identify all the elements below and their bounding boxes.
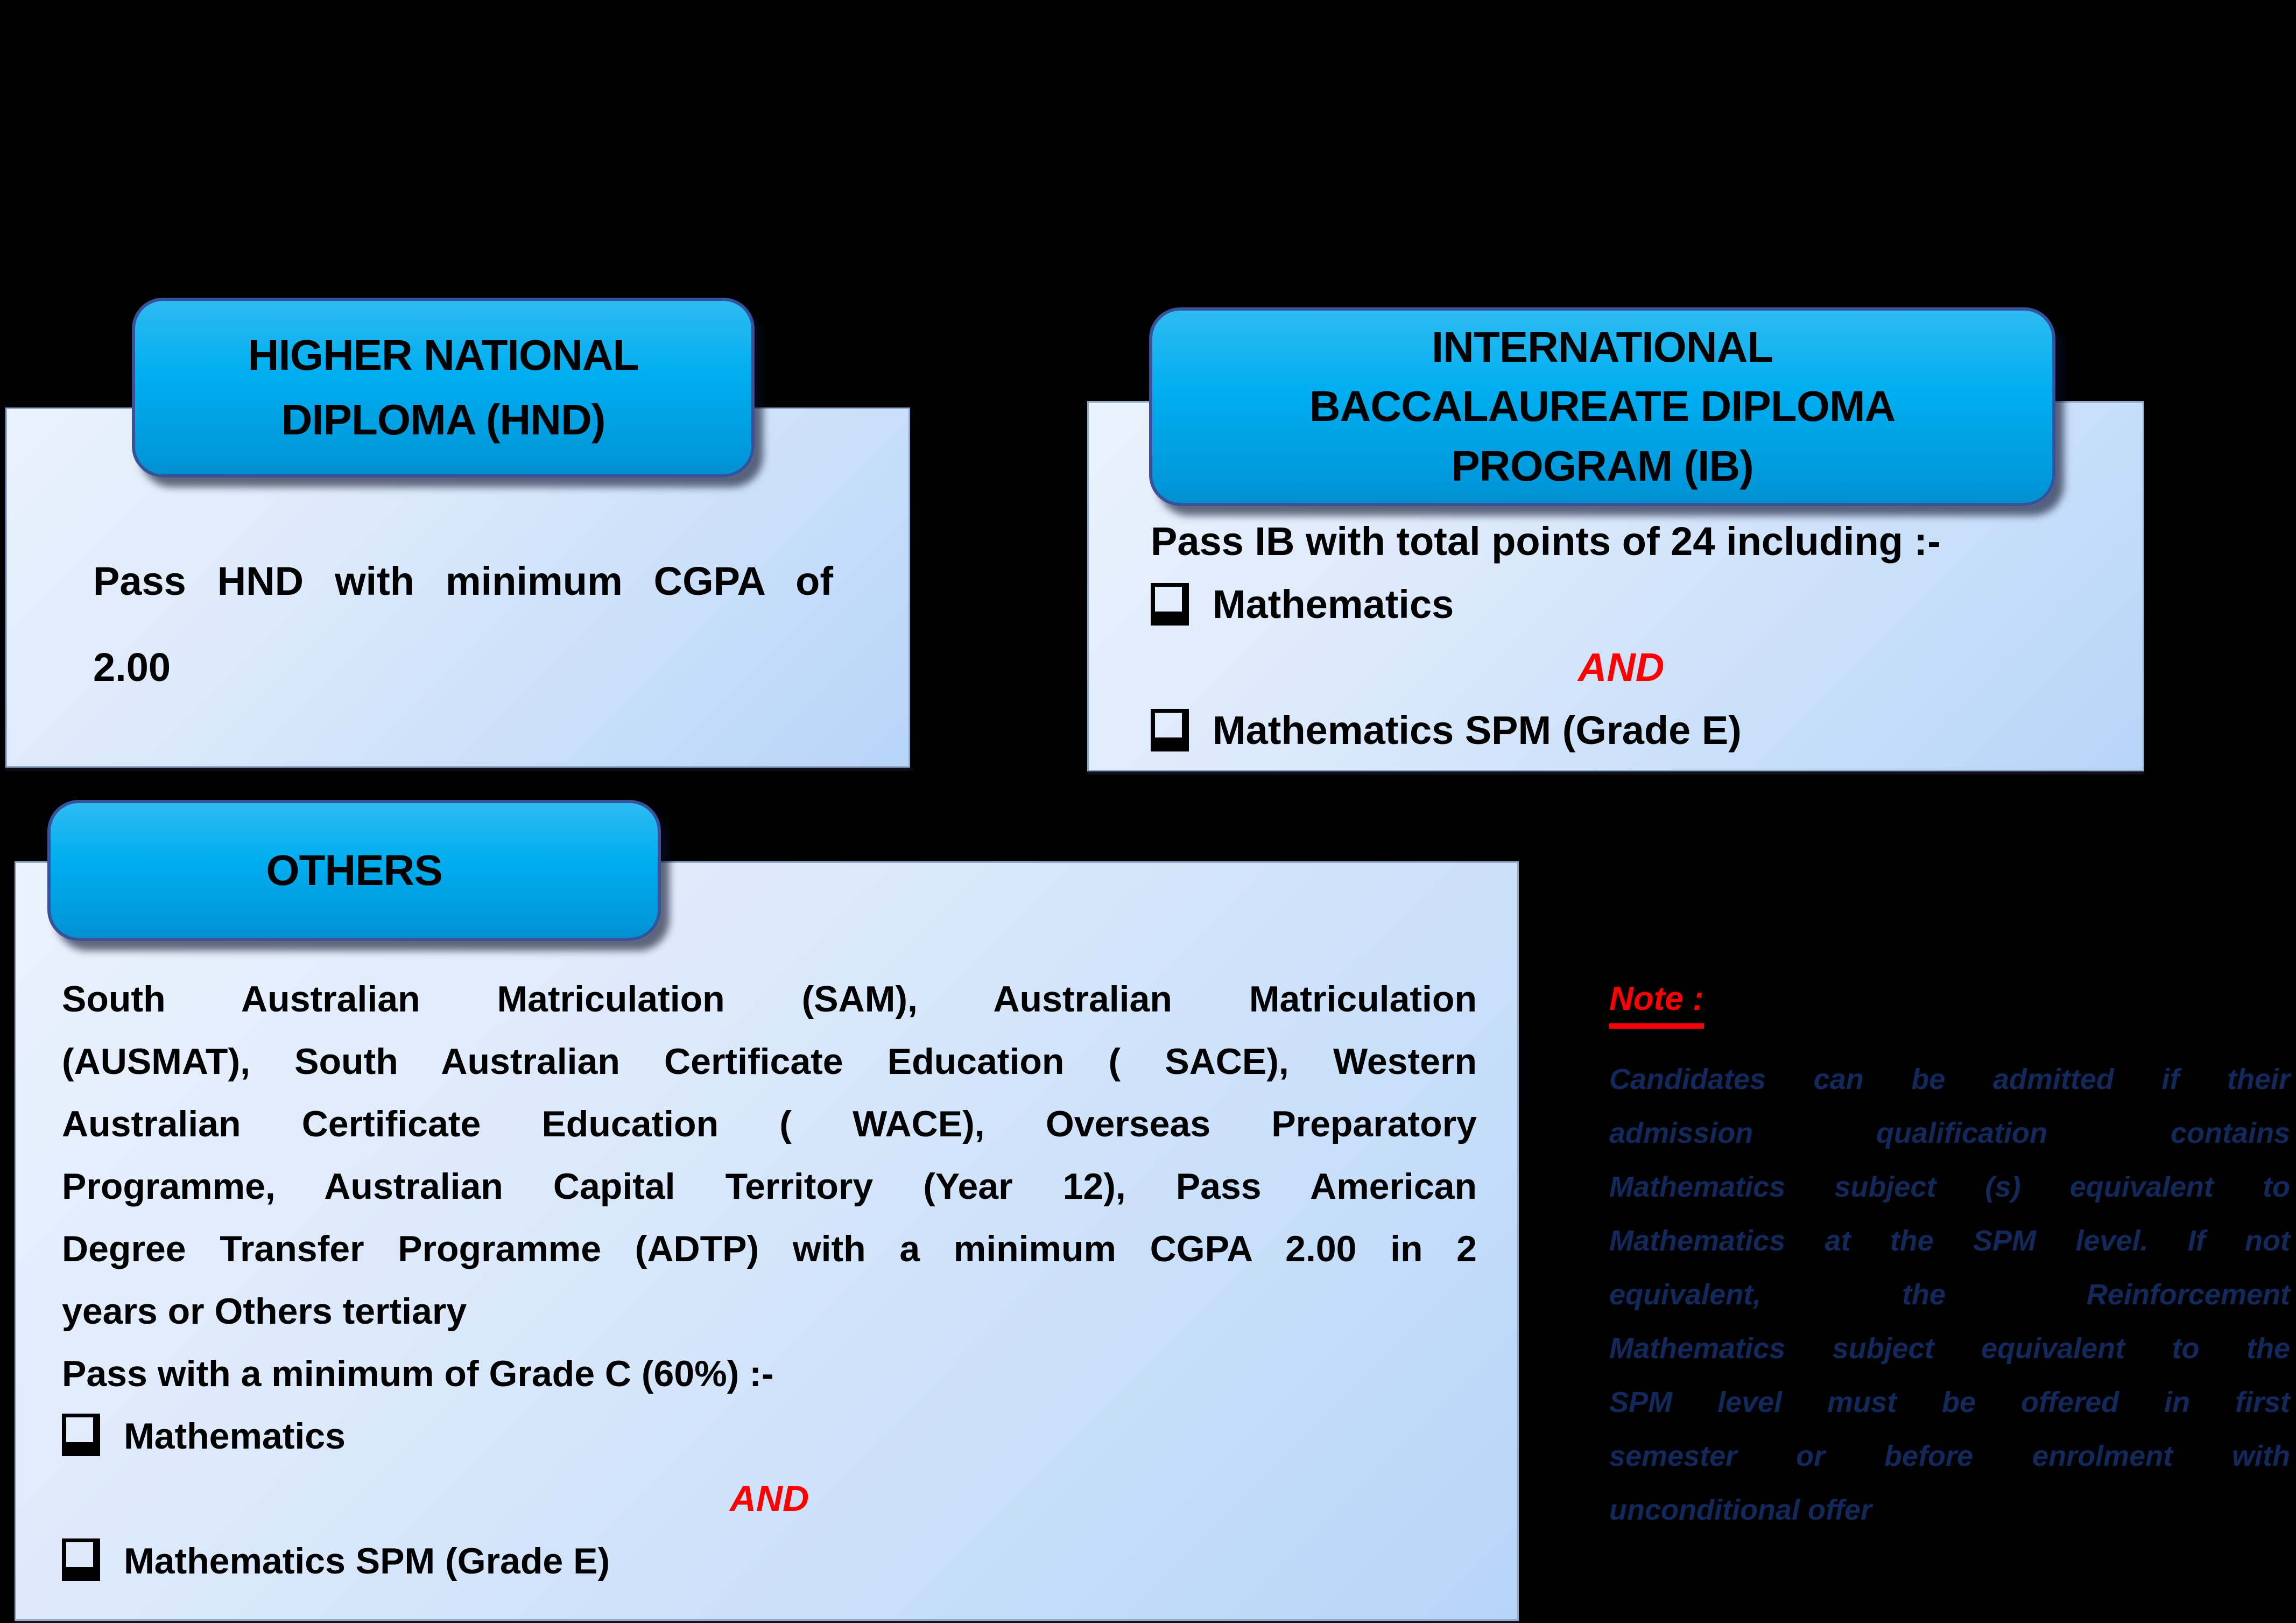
note-line: equivalent, the Reinforcement <box>1609 1278 2290 1311</box>
ib-bullet-row-mathematics-spm <box>1151 707 2091 753</box>
others-pass-line: Pass with a minimum of Grade C (60%) :- <box>62 1353 774 1394</box>
checkbox-bullet-icon <box>62 1538 100 1581</box>
others-para-line: Programme, Australian Capital Territory (Year 12), Pass American <box>62 1166 1477 1207</box>
checkbox-bullet-icon <box>1151 709 1189 751</box>
others-header-box <box>47 800 661 941</box>
note-line: admission qualification contains <box>1609 1117 2290 1149</box>
others-para-line: (AUSMAT), South Australian Certificate Education ( SACE), Western <box>62 1041 1477 1082</box>
hnd-title-line1: HIGHER NATIONAL <box>248 331 639 379</box>
others-bullet-row-mathematics-spm <box>62 1530 1477 1592</box>
note-body <box>1609 1052 2290 1537</box>
hnd-body-line2: 2.00 <box>93 645 171 690</box>
others-bullet2-label: Mathematics SPM (Grade E) <box>124 1541 610 1582</box>
others-title: OTHERS <box>266 846 442 894</box>
others-panel <box>15 861 1519 1621</box>
note-line: unconditional offer <box>1609 1494 1872 1526</box>
note-line: Mathematics subject (s) equivalent to <box>1609 1171 2290 1203</box>
ib-title-line1: INTERNATIONAL <box>1431 322 1773 371</box>
checkbox-bullet-icon <box>1151 583 1189 626</box>
note-line: Mathematics subject equivalent to the <box>1609 1332 2290 1365</box>
hnd-body-line1: Pass HND with minimum CGPA of <box>93 559 833 603</box>
ib-bullet1-label: Mathematics <box>1213 582 1454 627</box>
hnd-title-line2: DIPLOMA (HND) <box>281 396 605 444</box>
others-para-line: years or Others tertiary <box>62 1291 467 1332</box>
ib-title-line2: BACCALAUREATE DIPLOMA <box>1309 382 1896 431</box>
ib-title <box>1152 318 2052 496</box>
ib-bullet-row-mathematics <box>1151 581 2091 627</box>
note-line: SPM level must be offered in first <box>1609 1386 2290 1418</box>
note-block <box>1609 980 2290 1537</box>
ib-intro-line: Pass IB with total points of 24 including :- <box>1151 519 1941 564</box>
others-para-line: Australian Certificate Education ( WACE), Overseas Preparatory <box>62 1104 1477 1144</box>
ib-bullet2-label: Mathematics SPM (Grade E) <box>1213 708 1742 753</box>
hnd-title <box>135 323 751 452</box>
ib-title-line3: PROGRAM (IB) <box>1451 441 1753 490</box>
note-heading: Note : <box>1609 980 1704 1029</box>
ib-and-label: AND <box>1577 645 1665 690</box>
others-bullet1-label: Mathematics <box>124 1416 346 1457</box>
others-and-label: AND <box>729 1478 809 1519</box>
others-body <box>16 863 1517 1592</box>
others-para-line: Degree Transfer Programme (ADTP) with a minimum CGPA 2.00 in 2 <box>62 1228 1477 1269</box>
note-line: Candidates can be admitted if their <box>1609 1063 2290 1095</box>
note-line: semester or before enrolment with <box>1609 1440 2290 1472</box>
others-para-line: South Australian Matriculation (SAM), Australian Matriculation <box>62 979 1477 1020</box>
hnd-header-box <box>132 298 755 477</box>
checkbox-bullet-icon <box>62 1414 100 1456</box>
note-line: Mathematics at the SPM level. If not <box>1609 1225 2290 1257</box>
others-bullet-row-mathematics <box>62 1405 1477 1467</box>
ib-header-box <box>1149 307 2055 506</box>
